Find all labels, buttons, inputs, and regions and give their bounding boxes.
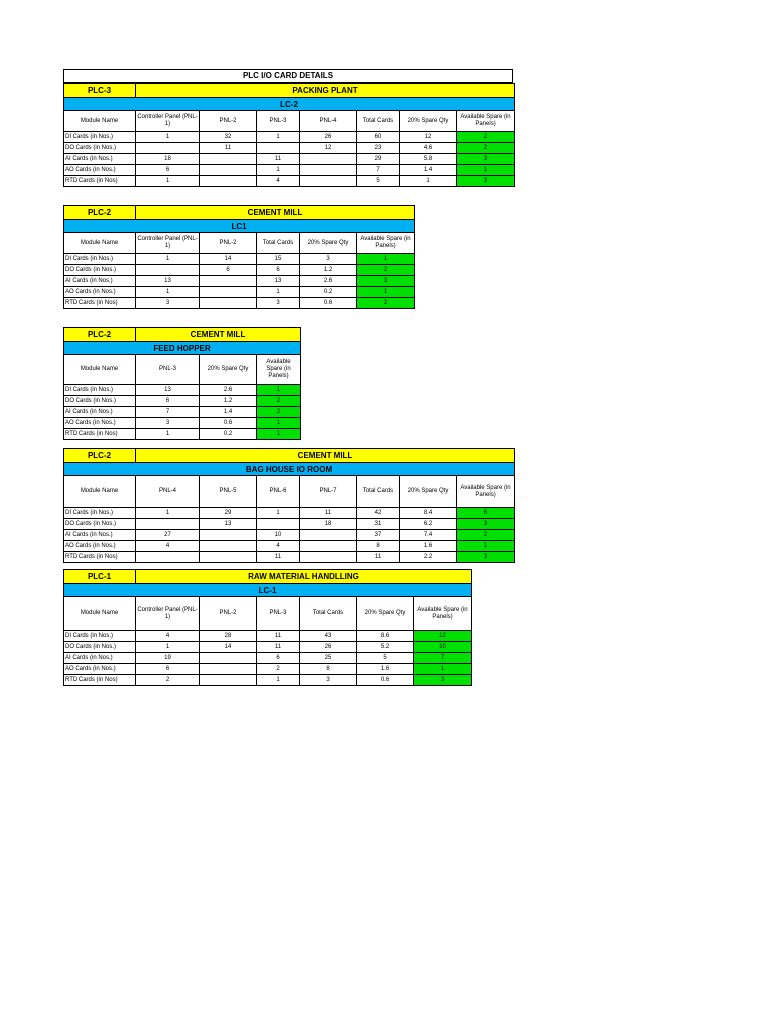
value-cell: [200, 276, 257, 287]
header-cell: Available Spare (in Panels): [257, 355, 301, 385]
module-name-cell: AO Cards (in Nos.): [64, 541, 136, 552]
value-cell: 26: [300, 642, 357, 653]
available-spare-cell: 2: [357, 298, 415, 309]
value-cell: 11: [257, 552, 300, 563]
table-row: [64, 541, 515, 552]
module-name-cell: RTD Cards (in Nos): [64, 176, 136, 187]
io-table: [63, 448, 515, 563]
value-cell: [300, 530, 357, 541]
value-cell: 6: [136, 664, 200, 675]
table-row: [64, 265, 415, 276]
value-cell: 13: [200, 519, 257, 530]
header-cell: Available Spare (in Panels): [457, 111, 515, 132]
value-cell: 2.6: [200, 385, 257, 396]
value-cell: 1: [257, 132, 300, 143]
module-name-cell: RTD Cards (in Nos): [64, 675, 136, 686]
header-cell: Total Cards: [300, 597, 357, 631]
value-cell: 0.6: [357, 675, 414, 686]
lc-label: LC-2: [64, 98, 515, 111]
value-cell: 3: [136, 418, 200, 429]
module-name-cell: AI Cards (in Nos.): [64, 530, 136, 541]
value-cell: [200, 541, 257, 552]
table-row: [64, 675, 472, 686]
lc-label: LC1: [64, 220, 415, 233]
io-table: [63, 205, 415, 309]
table-row: [64, 508, 515, 519]
value-cell: 1: [136, 254, 200, 265]
header-cell: 20% Spare Qty: [357, 597, 414, 631]
value-cell: 1.6: [400, 541, 457, 552]
plc-label: PLC-2: [64, 328, 136, 342]
module-name-cell: AI Cards (in Nos.): [64, 407, 136, 418]
value-cell: 2: [257, 664, 300, 675]
module-name-cell: RTD Cards (in Nos): [64, 552, 136, 563]
value-cell: 23: [357, 143, 400, 154]
available-spare-cell: 3: [457, 552, 515, 563]
module-name-cell: DI Cards (in Nos.): [64, 385, 136, 396]
value-cell: [200, 675, 257, 686]
value-cell: 11: [357, 552, 400, 563]
table-row: [64, 254, 415, 265]
module-name-cell: DO Cards (in Nos.): [64, 396, 136, 407]
header-cell: Available Spare (in Panels): [357, 233, 415, 254]
value-cell: 3: [300, 675, 357, 686]
area-label: PACKING PLANT: [136, 84, 515, 98]
table-row: [64, 287, 415, 298]
value-cell: 1: [136, 429, 200, 440]
value-cell: 1: [257, 287, 300, 298]
value-cell: [136, 265, 200, 276]
value-cell: 6.2: [400, 519, 457, 530]
table-row: [64, 642, 472, 653]
block-cement-mill-lc1: [63, 205, 415, 309]
table-row: [64, 664, 472, 675]
header-cell: Controller Panel (PNL-1): [136, 111, 200, 132]
value-cell: 8: [357, 541, 400, 552]
value-cell: 13: [257, 276, 300, 287]
header-cell: Controller Panel (PNL-1): [136, 233, 200, 254]
area-label: RAW MATERIAL HANDLLING: [136, 570, 472, 584]
available-spare-cell: 2: [457, 132, 515, 143]
plc-label: PLC-2: [64, 449, 136, 463]
value-cell: 6: [136, 165, 200, 176]
value-cell: 4: [257, 541, 300, 552]
header-cell: 20% Spare Qty: [400, 476, 457, 508]
header-cell: PNL-4: [300, 111, 357, 132]
table-row: [64, 276, 415, 287]
value-cell: 0.2: [200, 429, 257, 440]
value-cell: 2.2: [400, 552, 457, 563]
value-cell: 5.2: [357, 642, 414, 653]
value-cell: 25: [300, 653, 357, 664]
header-cell: PNL-6: [257, 476, 300, 508]
table-row: [64, 418, 301, 429]
header-cell: PNL-5: [200, 476, 257, 508]
value-cell: 15: [257, 254, 300, 265]
value-cell: 1: [400, 176, 457, 187]
value-cell: 28: [200, 631, 257, 642]
value-cell: 7: [136, 407, 200, 418]
table-row: [64, 154, 515, 165]
io-table: [63, 569, 472, 686]
lc-label: BAG HOUSE IO ROOM: [64, 463, 515, 476]
module-name-cell: DO Cards (in Nos.): [64, 519, 136, 530]
available-spare-cell: 1: [414, 664, 472, 675]
value-cell: 1.4: [400, 165, 457, 176]
header-cell: Module Name: [64, 355, 136, 385]
table-row: [64, 132, 515, 143]
value-cell: 12: [400, 132, 457, 143]
value-cell: 3: [257, 298, 300, 309]
value-cell: 1.6: [357, 664, 414, 675]
value-cell: 11: [257, 642, 300, 653]
header-cell: PNL-2: [200, 111, 257, 132]
available-spare-cell: 6: [457, 508, 515, 519]
module-name-cell: AO Cards (in Nos.): [64, 664, 136, 675]
value-cell: [136, 519, 200, 530]
module-name-cell: AI Cards (in Nos.): [64, 653, 136, 664]
block-packing-plant: [63, 83, 515, 187]
value-cell: 1.4: [200, 407, 257, 418]
value-cell: 2: [136, 675, 200, 686]
table-row: [64, 396, 301, 407]
value-cell: 7: [357, 165, 400, 176]
module-name-cell: DI Cards (in Nos.): [64, 254, 136, 265]
value-cell: 8.6: [357, 631, 414, 642]
value-cell: 0.2: [300, 287, 357, 298]
available-spare-cell: 10: [414, 642, 472, 653]
value-cell: 11: [200, 143, 257, 154]
header-cell: PNL-2: [200, 233, 257, 254]
block-cement-mill-feed-hopper: [63, 327, 301, 440]
available-spare-cell: 2: [257, 407, 301, 418]
available-spare-cell: 1: [257, 385, 301, 396]
available-spare-cell: 3: [414, 675, 472, 686]
header-cell: Total Cards: [357, 476, 400, 508]
header-cell: Total Cards: [257, 233, 300, 254]
module-name-cell: DI Cards (in Nos.): [64, 508, 136, 519]
available-spare-cell: 12: [414, 631, 472, 642]
available-spare-cell: 1: [257, 429, 301, 440]
value-cell: 18: [300, 519, 357, 530]
value-cell: 5: [357, 653, 414, 664]
value-cell: [300, 154, 357, 165]
available-spare-cell: 3: [357, 276, 415, 287]
value-cell: 3: [136, 298, 200, 309]
value-cell: 0.6: [200, 418, 257, 429]
value-cell: 1: [136, 132, 200, 143]
value-cell: 12: [300, 143, 357, 154]
value-cell: 1: [257, 165, 300, 176]
header-cell: PNL-3: [257, 111, 300, 132]
value-cell: [300, 552, 357, 563]
available-spare-cell: 1: [257, 418, 301, 429]
value-cell: 3: [300, 254, 357, 265]
block-raw-material-handling: [63, 569, 472, 686]
table-row: [64, 165, 515, 176]
value-cell: 60: [357, 132, 400, 143]
value-cell: [200, 298, 257, 309]
plc-label: PLC-3: [64, 84, 136, 98]
value-cell: 1: [136, 508, 200, 519]
value-cell: 19: [136, 653, 200, 664]
value-cell: 4.6: [400, 143, 457, 154]
value-cell: 6: [257, 265, 300, 276]
available-spare-cell: 1: [357, 254, 415, 265]
header-cell: Module Name: [64, 111, 136, 132]
value-cell: [136, 552, 200, 563]
lc-label: FEED HOPPER: [64, 342, 301, 355]
value-cell: [300, 541, 357, 552]
value-cell: 6: [136, 396, 200, 407]
table-row: [64, 653, 472, 664]
value-cell: 14: [200, 642, 257, 653]
value-cell: [200, 287, 257, 298]
value-cell: 0.6: [300, 298, 357, 309]
value-cell: 4: [257, 176, 300, 187]
value-cell: 11: [257, 154, 300, 165]
lc-label: LC-1: [64, 584, 472, 597]
header-cell: PNL-4: [136, 476, 200, 508]
header-cell: Module Name: [64, 597, 136, 631]
header-cell: PNL-2: [200, 597, 257, 631]
block-cement-mill-bag-house: [63, 448, 515, 563]
io-table: [63, 327, 301, 440]
value-cell: 8: [300, 664, 357, 675]
table-row: [64, 385, 301, 396]
value-cell: 7.4: [400, 530, 457, 541]
header-cell: PNL-7: [300, 476, 357, 508]
value-cell: 1: [136, 642, 200, 653]
available-spare-cell: 2: [457, 143, 515, 154]
available-spare-cell: 3: [457, 176, 515, 187]
value-cell: [300, 165, 357, 176]
value-cell: 27: [136, 530, 200, 541]
available-spare-cell: 2: [457, 530, 515, 541]
header-cell: Controller Panel (PNL-1): [136, 597, 200, 631]
value-cell: [200, 176, 257, 187]
value-cell: 6: [200, 265, 257, 276]
module-name-cell: RTD Cards (in Nos): [64, 429, 136, 440]
value-cell: 32: [200, 132, 257, 143]
value-cell: [200, 653, 257, 664]
module-name-cell: DI Cards (in Nos.): [64, 132, 136, 143]
area-label: CEMENT MILL: [136, 328, 301, 342]
value-cell: 1.2: [200, 396, 257, 407]
available-spare-cell: 1: [357, 287, 415, 298]
value-cell: [200, 165, 257, 176]
module-name-cell: AO Cards (in Nos.): [64, 165, 136, 176]
value-cell: [200, 154, 257, 165]
available-spare-cell: 1: [457, 165, 515, 176]
table-row: [64, 552, 515, 563]
value-cell: 14: [200, 254, 257, 265]
value-cell: [257, 519, 300, 530]
module-name-cell: AI Cards (in Nos.): [64, 276, 136, 287]
table-row: [64, 519, 515, 530]
value-cell: 26: [300, 132, 357, 143]
value-cell: [257, 143, 300, 154]
value-cell: [136, 143, 200, 154]
value-cell: 11: [300, 508, 357, 519]
value-cell: 5.8: [400, 154, 457, 165]
value-cell: [200, 664, 257, 675]
table-row: [64, 298, 415, 309]
value-cell: 4: [136, 631, 200, 642]
table-row: [64, 407, 301, 418]
value-cell: 13: [136, 385, 200, 396]
value-cell: 6: [257, 653, 300, 664]
value-cell: 29: [200, 508, 257, 519]
value-cell: 42: [357, 508, 400, 519]
value-cell: 1: [257, 508, 300, 519]
value-cell: 5: [357, 176, 400, 187]
value-cell: [300, 176, 357, 187]
value-cell: 43: [300, 631, 357, 642]
header-cell: PNL-3: [257, 597, 300, 631]
header-cell: Total Cards: [357, 111, 400, 132]
table-row: [64, 143, 515, 154]
value-cell: 37: [357, 530, 400, 541]
value-cell: [200, 530, 257, 541]
header-cell: Available Spare (in Panels): [457, 476, 515, 508]
available-spare-cell: 7: [414, 653, 472, 664]
value-cell: 4: [136, 541, 200, 552]
module-name-cell: RTD Cards (in Nos): [64, 298, 136, 309]
header-cell: Available Spare (in Panels): [414, 597, 472, 631]
value-cell: 31: [357, 519, 400, 530]
module-name-cell: AI Cards (in Nos.): [64, 154, 136, 165]
available-spare-cell: 2: [357, 265, 415, 276]
available-spare-cell: 3: [457, 519, 515, 530]
area-label: CEMENT MILL: [136, 206, 415, 220]
sheet-title: PLC I/O CARD DETAILS: [63, 69, 513, 83]
plc-label: PLC-1: [64, 570, 136, 584]
io-table: [63, 83, 515, 187]
value-cell: 11: [257, 631, 300, 642]
table-row: [64, 429, 301, 440]
value-cell: 13: [136, 276, 200, 287]
value-cell: 1: [136, 287, 200, 298]
table-row: [64, 176, 515, 187]
table-row: [64, 631, 472, 642]
table-row: [64, 530, 515, 541]
plc-label: PLC-2: [64, 206, 136, 220]
value-cell: 1: [136, 176, 200, 187]
module-name-cell: DO Cards (in Nos.): [64, 642, 136, 653]
header-cell: 20% Spare Qty: [300, 233, 357, 254]
module-name-cell: AO Cards (in Nos.): [64, 287, 136, 298]
value-cell: 2.6: [300, 276, 357, 287]
available-spare-cell: 2: [257, 396, 301, 407]
header-cell: Module Name: [64, 476, 136, 508]
value-cell: 18: [136, 154, 200, 165]
value-cell: 8.4: [400, 508, 457, 519]
module-name-cell: DO Cards (in Nos.): [64, 143, 136, 154]
value-cell: [200, 552, 257, 563]
header-cell: 20% Spare Qty: [400, 111, 457, 132]
area-label: CEMENT MILL: [136, 449, 515, 463]
value-cell: 10: [257, 530, 300, 541]
header-cell: PNL-3: [136, 355, 200, 385]
module-name-cell: AO Cards (in Nos.): [64, 418, 136, 429]
value-cell: 29: [357, 154, 400, 165]
header-cell: Module Name: [64, 233, 136, 254]
module-name-cell: DI Cards (in Nos.): [64, 631, 136, 642]
available-spare-cell: 1: [457, 541, 515, 552]
module-name-cell: DO Cards (in Nos.): [64, 265, 136, 276]
value-cell: 1.2: [300, 265, 357, 276]
value-cell: 1: [257, 675, 300, 686]
available-spare-cell: 3: [457, 154, 515, 165]
header-cell: 20% Spare Qty: [200, 355, 257, 385]
